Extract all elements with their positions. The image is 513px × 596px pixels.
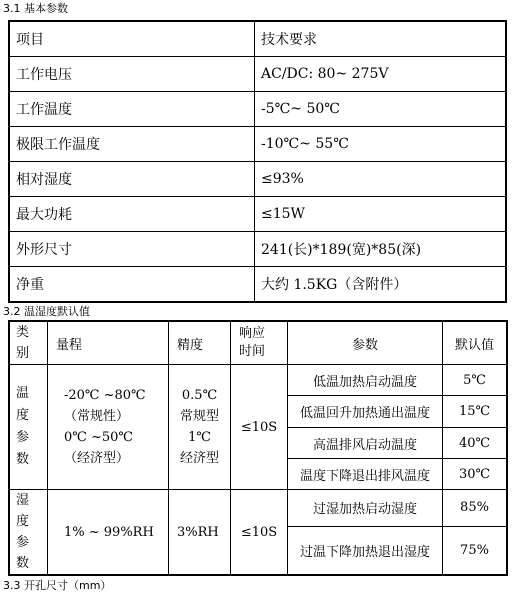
- param-default: 15℃: [443, 396, 507, 428]
- category-char: 数: [16, 556, 30, 571]
- param-default: 75%: [443, 526, 507, 574]
- range-line: -20℃ ~80℃: [64, 388, 146, 403]
- range-line: （经济型）: [64, 451, 130, 466]
- param-name: 低温回升加热通出温度: [288, 396, 443, 428]
- param-name: 相对湿度: [10, 162, 255, 197]
- header-response-line: 响应: [239, 326, 266, 341]
- table-row: [10, 57, 506, 92]
- header-param: 参数: [288, 322, 443, 365]
- humid-response-time: ≤10S: [231, 490, 288, 575]
- precision-line: 1℃: [188, 430, 211, 445]
- category-char: 湿: [16, 493, 30, 508]
- table-row: [10, 197, 506, 232]
- category-char: 参: [16, 535, 30, 550]
- precision-line: 常规型: [179, 409, 219, 424]
- header-precision: 精度: [169, 322, 231, 365]
- range-line: （常规性）: [64, 409, 130, 424]
- param-name: 高温排风启动温度: [288, 428, 443, 459]
- category-char: 度: [16, 514, 30, 529]
- header-default: 默认值: [443, 322, 507, 365]
- param-name: 低温加热启动温度: [288, 365, 443, 396]
- table-row: [10, 232, 506, 267]
- precision-line: 经济型: [179, 451, 219, 466]
- temp-category: [10, 365, 48, 490]
- temp-humidity-defaults-table: [9, 321, 507, 575]
- header-response-time: [231, 322, 288, 365]
- header-type: [10, 322, 48, 365]
- param-default: 40℃: [443, 428, 507, 459]
- param-name: 工作电压: [10, 57, 255, 92]
- param-default: 5℃: [443, 365, 507, 396]
- table-header-cell: 项目: [10, 22, 255, 57]
- param-name: 最大功耗: [10, 197, 255, 232]
- category-char: 度: [16, 408, 30, 423]
- param-name: 过湿加热启动湿度: [288, 490, 443, 527]
- table-row: [10, 267, 506, 302]
- table-row: [10, 490, 507, 527]
- humid-precision: 3%RH: [169, 490, 231, 575]
- param-value: 241(长)*189(宽)*85(深): [255, 232, 506, 267]
- param-name: 温度下降退出排风温度: [288, 459, 443, 490]
- temp-response-time: ≤10S: [231, 365, 288, 490]
- param-default: 85%: [443, 490, 507, 527]
- param-name: 外形尺寸: [10, 232, 255, 267]
- table-row: [10, 365, 507, 396]
- section-title-basic-params: 3.1 基本参数: [3, 2, 68, 15]
- param-value: AC/DC: 80~ 275V: [255, 57, 506, 92]
- precision-line: 0.5℃: [181, 388, 218, 403]
- table-row: [10, 127, 506, 162]
- temp-range: [48, 365, 169, 490]
- param-value: 大约 1.5KG（含附件）: [255, 267, 506, 302]
- param-name: 净重: [10, 267, 255, 302]
- param-value: -5℃~ 50℃: [255, 92, 506, 127]
- param-name: 工作温度: [10, 92, 255, 127]
- param-name: 过温下降加热退出湿度: [288, 526, 443, 574]
- humid-category: [10, 490, 48, 575]
- category-char: 温: [16, 386, 30, 401]
- param-value: ≤15W: [255, 197, 506, 232]
- section-title-cutout-size: 3.3 开孔尺寸（mm）: [3, 579, 112, 592]
- table-row: [10, 162, 506, 197]
- param-value: ≤93%: [255, 162, 506, 197]
- section-title-defaults: 3.2 温湿度默认值: [3, 305, 90, 318]
- humid-range: 1% ~ 99%RH: [48, 490, 169, 575]
- basic-params-table: [9, 21, 506, 302]
- table-header-row: [10, 22, 506, 57]
- header-response-line: 时间: [239, 344, 266, 359]
- category-char: 数: [16, 452, 30, 467]
- category-char: 参: [16, 430, 30, 445]
- header-type-line: 别: [16, 346, 30, 361]
- temp-precision: [169, 365, 231, 490]
- param-default: 30℃: [443, 459, 507, 490]
- header-range: 量程: [48, 322, 169, 365]
- table-header-cell: 技术要求: [255, 22, 506, 57]
- range-line: 0℃ ~50℃: [64, 430, 133, 445]
- param-value: -10℃~ 55℃: [255, 127, 506, 162]
- table-header-row: [10, 322, 507, 365]
- header-type-line: 类: [16, 325, 30, 340]
- param-name: 极限工作温度: [10, 127, 255, 162]
- table-row: [10, 92, 506, 127]
